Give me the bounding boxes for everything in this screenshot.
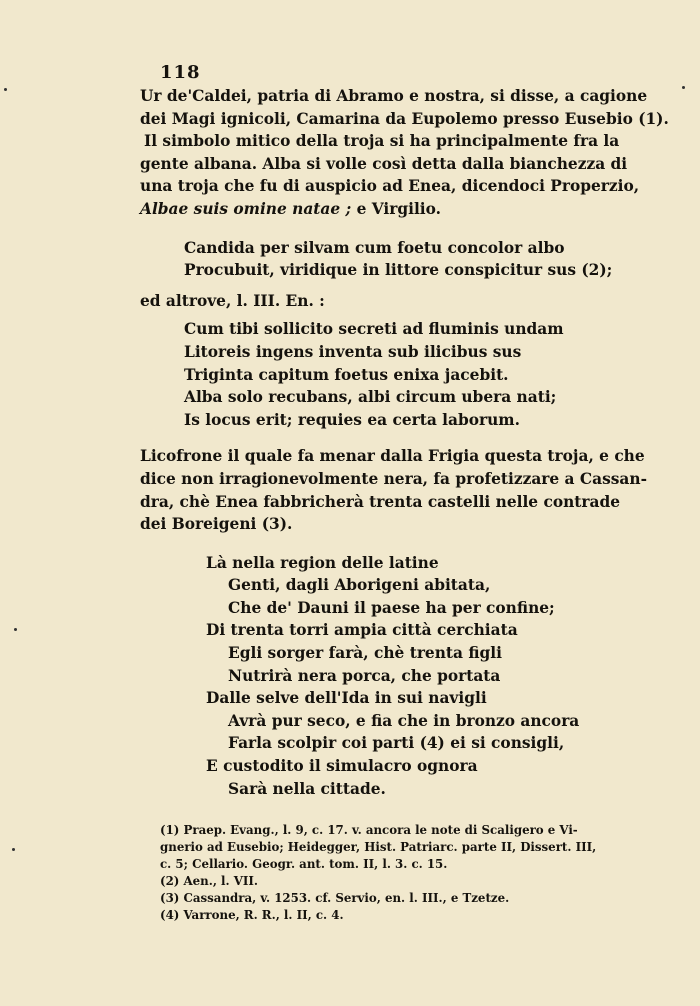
text-line: dra, chè Enea fabbricherà trenta castelli nelle contrade [140, 492, 621, 511]
verse-line: Candida per silvam cum foetu concolor albo [184, 238, 565, 257]
verse-line: Genti, dagli Aborigeni abitata, [228, 576, 491, 595]
verse-line: Che de' Dauni il paese ha per confine; [228, 598, 555, 617]
footnote-line: c. 5; Cellario. Geogr. ant. tom. II, l. 3. c. 15. [160, 857, 448, 871]
text-line: Il simbolo mitico della troja si ha principalmente fra la [144, 132, 620, 151]
verse-line: Là nella region delle latine [206, 553, 439, 572]
page-body [140, 62, 669, 800]
verse-block-2 [140, 318, 636, 431]
verse-line: Is locus erit; requies ea certa laborum. [184, 410, 520, 429]
text-line: Licofrone il quale fa menar dalla Frigia questa troja, e che [140, 447, 645, 466]
text-line: dei Boreigeni (3). [140, 515, 293, 534]
footnotes [160, 822, 636, 924]
paper-speck [14, 628, 17, 631]
footnote-line: (3) Cassandra, v. 1253. cf. Servio, en. l. III., e Tzetze. [160, 891, 510, 905]
page-number: 118 [160, 62, 201, 83]
text-line: una troja che fu di auspicio ad Enea, dicendoci Properzio, [140, 177, 640, 196]
paragraph-1 [140, 85, 669, 221]
footnote-line: (2) Aen., l. VII. [160, 874, 259, 888]
verse-line: Alba solo recubans, albi circum ubera nati; [184, 388, 557, 407]
text-line: Ur de'Caldei, patria di Abramo e nostra, si disse, a cagione [140, 87, 648, 105]
text-line: dei Magi ignicoli, Camarina da Eupolemo presso Eusebio (1). [140, 109, 669, 128]
verse-line: Cum tibi sollicito secreti ad fluminis undam [184, 320, 564, 339]
paragraph-3 [140, 445, 647, 535]
italic-citation: Albae suis omine natae ; [140, 199, 352, 218]
verse-line: E custodito il simulacro ognora [206, 757, 478, 776]
verse-line: Avrà pur seco, e fia che in bronzo ancora [228, 711, 580, 730]
paper-speck [682, 86, 685, 89]
paragraph-2 [140, 290, 636, 313]
verse-block-3 [140, 552, 636, 801]
paper-speck [12, 848, 15, 851]
text-line [140, 198, 636, 221]
footnote-line: (4) Varrone, R. R., l. II, c. 4. [160, 908, 344, 922]
verse-line: Triginta capitum foetus enixa jacebit. [184, 365, 509, 384]
text-line: ed altrove, l. III. En. : [140, 291, 325, 310]
verse-line: Litoreis ingens inventa sub ilicibus sus [184, 342, 522, 361]
verse-block-1 [140, 237, 636, 282]
verse-line: Di trenta torri ampia città cerchiata [206, 621, 518, 640]
verse-line: Egli sorger farà, chè trenta figli [228, 644, 502, 663]
paper-speck [4, 88, 7, 91]
verse-line: Dalle selve dell'Ida in sui navigli [206, 689, 487, 708]
verse-line: Procubuit, viridique in littore conspicitur sus (2); [184, 261, 613, 280]
text-fragment: e Virgilio. [351, 199, 442, 218]
verse-line: Sarà nella cittade. [228, 779, 386, 798]
text-line: dice non irragionevolmente nera, fa profetizzare a Cassan- [140, 469, 647, 488]
footnote-line: (1) Praep. Evang., l. 9, c. 17. v. ancora le note di Scaligero e Vi- [160, 823, 578, 837]
verse-line: Farla scolpir coi parti (4) ei si consigli, [228, 734, 565, 753]
verse-line: Nutrirà nera porca, che portata [228, 666, 501, 685]
footnote-line: gnerio ad Eusebio; Heidegger, Hist. Patriarc. parte II, Dissert. III, [160, 840, 597, 854]
text-line: gente albana. Alba si volle così detta dalla bianchezza di [140, 154, 628, 173]
